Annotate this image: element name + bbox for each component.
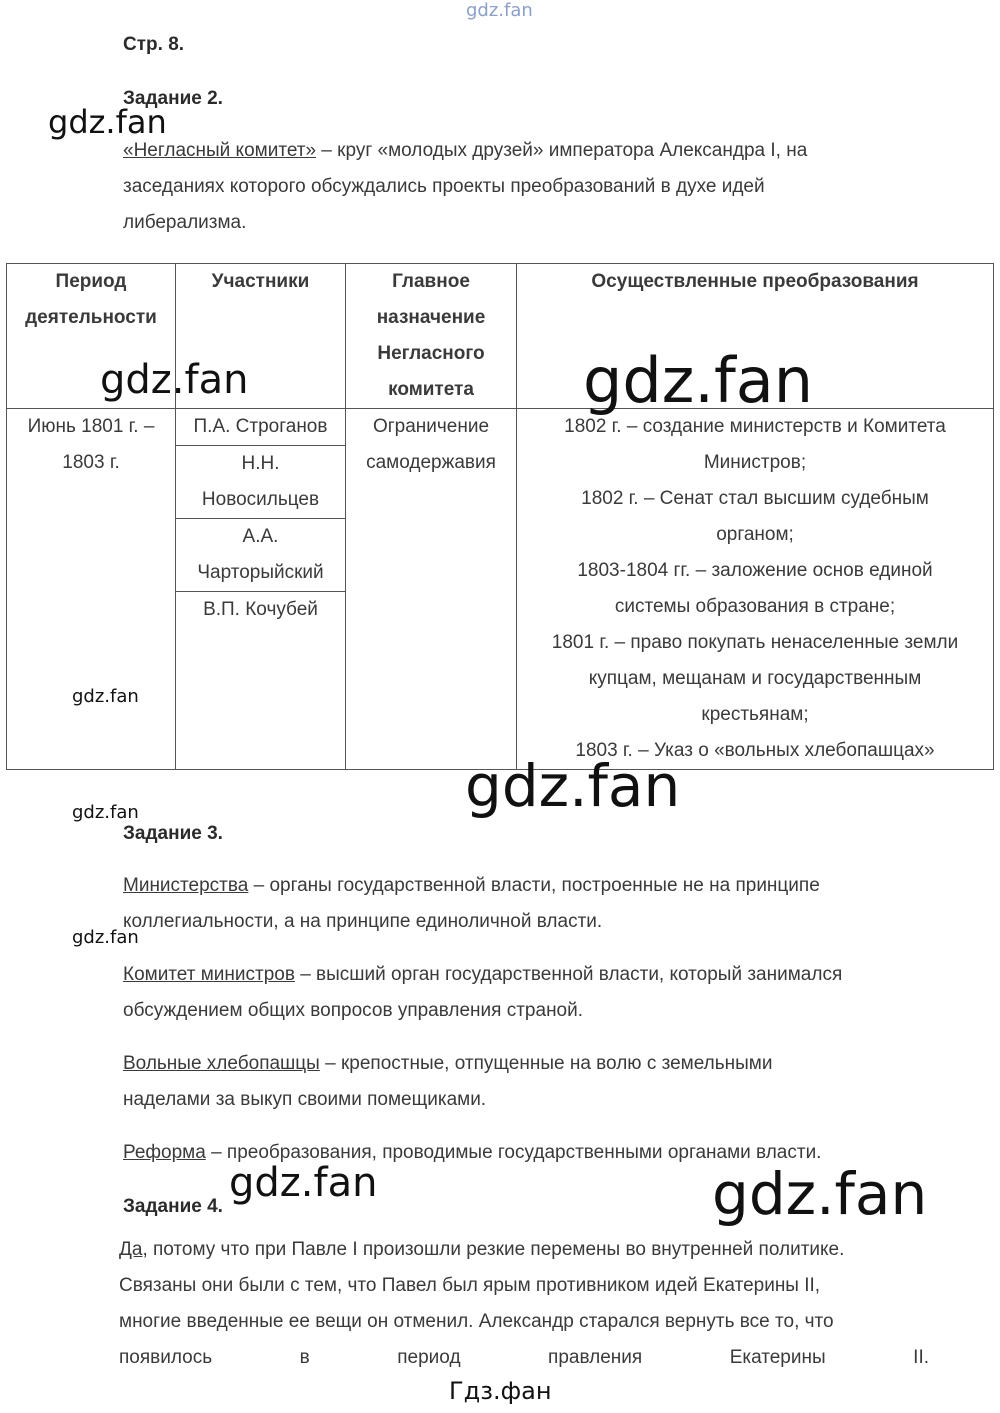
watermark: gdz.fan bbox=[72, 686, 139, 707]
participant-1: П.А. Строганов bbox=[176, 409, 345, 446]
task2-def-line-1: – круг «молодых друзей» императора Александра I, на bbox=[316, 140, 808, 161]
watermark: gdz.fan bbox=[72, 802, 139, 823]
task2-heading: Задание 2. bbox=[123, 88, 223, 109]
task3-term-2: Комитет министров bbox=[123, 964, 295, 985]
participant-3: А.А. Чарторыйский bbox=[176, 519, 345, 592]
task2-def-line-3: либерализма. bbox=[123, 212, 247, 233]
watermark: gdz.fan bbox=[465, 752, 681, 820]
cell-purpose: Ограничение самодержавия bbox=[346, 409, 517, 770]
participant-2: Н.Н. Новосильцев bbox=[176, 446, 345, 519]
cell-period: Июнь 1801 г. – 1803 г. bbox=[7, 409, 176, 770]
table-row bbox=[7, 409, 994, 770]
header-participants: Участники bbox=[176, 264, 346, 409]
task2-definition bbox=[123, 133, 923, 241]
header-period: Период деятельности bbox=[7, 264, 176, 409]
task4-answer-word: Да bbox=[119, 1239, 143, 1260]
page-number: Стр. 8. bbox=[123, 34, 185, 55]
header-reforms: Осуществленные преобразования bbox=[517, 264, 994, 409]
task3-heading: Задание 3. bbox=[123, 823, 223, 844]
task2-def-line-2: заседаниях которого обсуждались проекты преобразований в духе идей bbox=[123, 176, 765, 197]
task3-item-2: Комитет министров – высший орган государственной власти, который занимался обсуждением общих вопросов управления страной. bbox=[123, 964, 843, 1021]
watermark: gdz.fan bbox=[712, 1160, 928, 1228]
task3-term-4: Реформа bbox=[123, 1142, 206, 1163]
watermark: gdz.fan bbox=[100, 357, 249, 403]
task4-answer: Да, потому что при Павле I произошли резкие перемены во внутренней политике. Связаны они были с тем, что Павел был ярым противником идей Екатерины II, многие введенные ее вещи он отменил. Александр старался вернуть все то, что появилось в период правления Екатерины II. bbox=[119, 1239, 929, 1368]
watermark: gdz.fan bbox=[48, 103, 167, 141]
task3-term-1: Министерства bbox=[123, 875, 249, 896]
task3-item-1: Министерства – органы государственной власти, построенные не на принципе коллегиальности, а на принципе единоличной власти. bbox=[123, 875, 820, 932]
task3-item-3: Вольные хлебопашцы – крепостные, отпущенные на волю с земельными наделами за выкуп своими помещиками. bbox=[123, 1053, 773, 1110]
task4-heading: Задание 4. bbox=[123, 1196, 223, 1217]
watermark: gdz.fan bbox=[583, 344, 814, 417]
committee-table bbox=[6, 263, 994, 770]
task3-item-4: Реформа – преобразования, проводимые государственными органами власти. bbox=[123, 1142, 822, 1163]
header-purpose: Главное назначение Негласного комитета bbox=[346, 264, 517, 409]
cell-reforms: 1802 г. – создание министерств и Комитета Министров; 1802 г. – Сенат стал высшим судебным органом; 1803-1804 гг. – заложение основ единой системы образования в стране; 1801 г. – право покупать ненаселенные земли купцам, мещанам и государственным крестьянам; 1803 г. – Указ о «вольных хлебопашцах» bbox=[517, 409, 994, 770]
watermark: gdz.fan bbox=[72, 927, 139, 948]
cell-participants bbox=[176, 409, 346, 770]
watermark: gdz.fan bbox=[229, 1160, 378, 1206]
watermark-top: gdz.fan bbox=[466, 0, 533, 21]
watermark-footer: Гдз.фан bbox=[449, 1377, 552, 1405]
task2-term: «Негласный комитет» bbox=[123, 140, 317, 161]
participant-4: В.П. Кочубей bbox=[203, 599, 318, 620]
task3-term-3: Вольные хлебопашцы bbox=[123, 1053, 320, 1074]
